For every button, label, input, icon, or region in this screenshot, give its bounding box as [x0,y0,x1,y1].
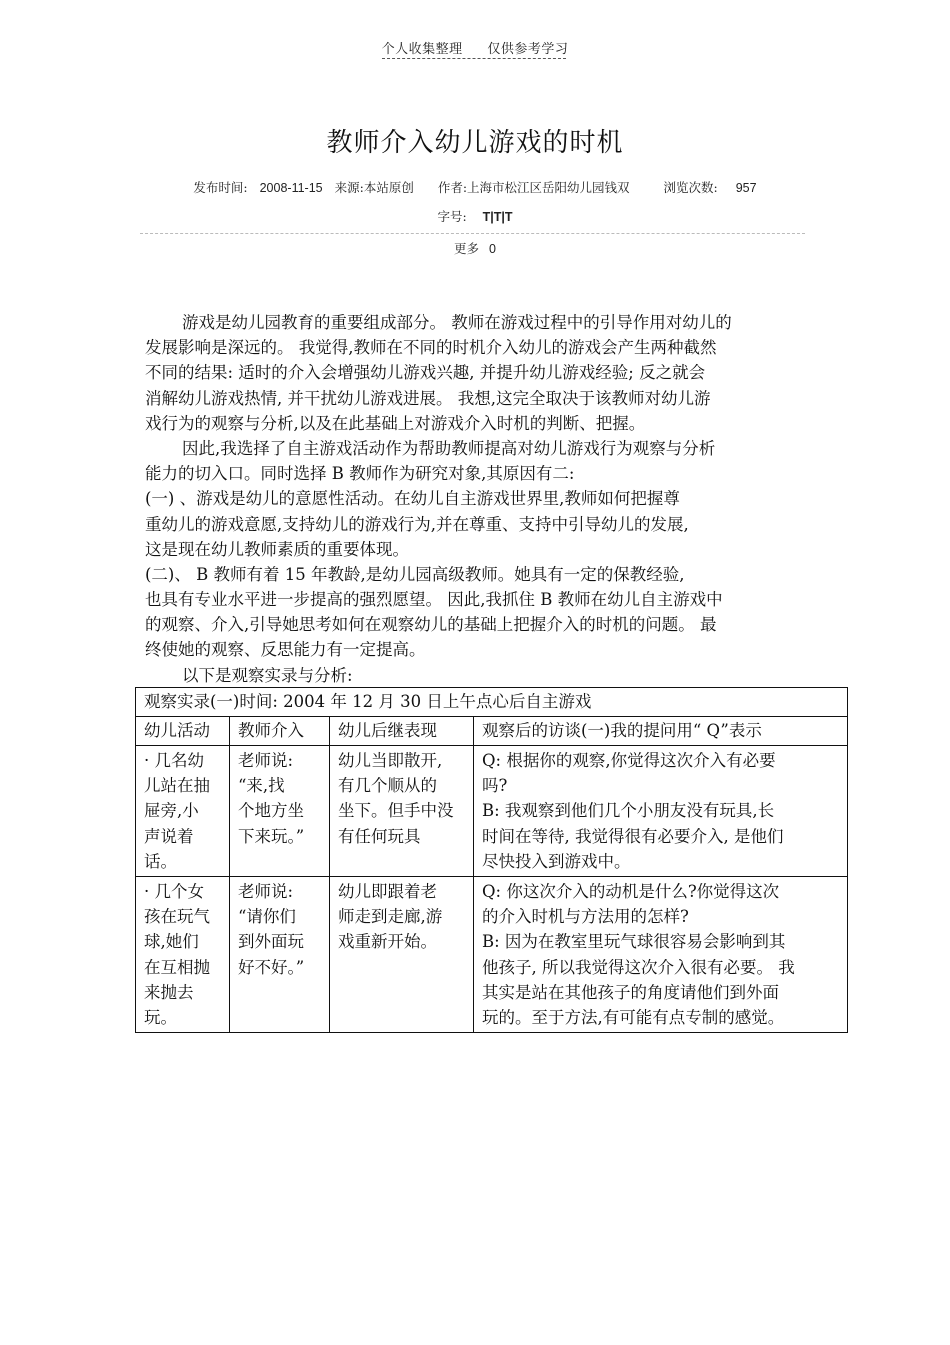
cell-line: 时间在等待, 我觉得很有必要介入, 是他们 [482,826,784,846]
paragraph-line: 也具有专业水平进一步提高的强烈愿望。 因此,我抓住 B 教师在幼儿自主游戏中 [145,590,723,610]
cell-line: 幼儿即跟着老 [338,882,437,902]
article-title: 教师介入幼儿游戏的时机 [326,128,624,158]
cell-line: “来,找 [238,776,285,796]
intervention-cell [230,877,330,1033]
header-cell [230,717,330,746]
header-cell [474,717,848,746]
paragraph-line: 重幼儿的游戏意愿,支持幼儿的游戏行为,并在尊重、支持中引导幼儿的发展, [145,514,689,534]
response-cell [330,746,474,877]
cell-line: B: 因为在教室里玩气球很容易会影响到其 [482,932,786,952]
interview-cell [474,746,848,877]
cell-line: 吗? [482,776,508,796]
paragraph-line: 戏行为的观察与分析,以及在此基础上对游戏介入时机的判断、把握。 [145,413,646,433]
cell-line: · 几个女 [144,882,204,902]
header-divider [382,58,566,59]
header-note [0,38,950,57]
views-count: 957 [735,181,757,195]
author-text: 作者:上海市松江区岳阳幼儿园钱双 [437,180,630,195]
paragraph-line: (一) 、游戏是幼儿的意愿性活动。在幼儿自主游戏世界里,教师如何把握尊 [145,489,680,509]
header-response: 幼儿后继表现 [338,721,437,740]
cell-line: “请你们 [238,907,296,927]
views-label: 浏览次数: [663,180,718,195]
paragraph-line: 消解幼儿游戏热情, 并干扰幼儿游戏进展。 我想,这完全取决于该教师对幼儿游 [145,388,711,408]
more-link[interactable] [0,239,950,257]
cell-line: Q: 你这次介入的动机是什么?你觉得这次 [482,882,780,902]
intervention-cell [230,746,330,877]
paragraph-line: 发展影响是深远的。 我觉得,教师在不同的时机介入幼儿的游戏会产生两种截然 [145,338,717,358]
cell-line: 好不好。” [238,957,305,977]
cell-line: B: 我观察到他们几个小朋友没有玩具,长 [482,801,775,821]
paragraph-line: 这是现在幼儿教师素质的重要体现。 [145,539,409,559]
meta-divider [140,233,805,234]
article-body [145,310,805,688]
cell-line: 其实是站在其他孩子的角度请他们到外面 [482,982,779,1002]
cell-line: 个地方坐 [238,801,304,821]
paragraph-line: 因此,我选择了自主游戏活动作为帮助教师提高对幼儿游戏行为观察与分析 [182,438,716,458]
paragraph-line: 以下是观察实录与分析: [182,665,353,685]
cell-line: 师走到走廊,游 [338,907,443,927]
caption-text: 观察实录(一)时间: 2004 年 12 月 30 日上午点心后自主游戏 [144,692,592,711]
font-size-options[interactable]: T|T|T [482,210,513,224]
header-activity: 幼儿活动 [144,721,210,740]
cell-line: 老师说: [238,751,294,770]
more-label[interactable]: 更多 [454,241,480,256]
header-note-left: 个人收集整理 [381,42,463,57]
cell-line: 来抛去 [144,982,194,1002]
source-text: 来源:本站原创 [334,180,414,195]
cell-line: 话。 [144,851,177,871]
cell-line: 在互相抛 [144,957,210,977]
cell-line: 他孩子, 所以我觉得这次介入很有必要。 我 [482,957,795,977]
activity-cell [136,746,230,877]
font-size-selector [0,207,950,225]
response-cell [330,877,474,1033]
cell-line: 尽快投入到游戏中。 [482,851,631,871]
more-count: 0 [489,242,496,256]
table-caption [136,688,848,717]
header-cell [136,717,230,746]
publish-date: 2008-11-15 [259,181,323,195]
font-size-label: 字号: [437,209,467,224]
interview-cell [474,877,848,1033]
cell-line: Q: 根据你的观察,你觉得这次介入有必要 [482,751,776,770]
publish-label: 发布时间: [193,180,248,195]
cell-line: 声说着 [144,826,194,846]
table-header-row [136,717,848,746]
cell-line: 玩。 [144,1008,177,1028]
cell-line: · 几名幼 [144,751,204,770]
table-row [136,746,848,877]
cell-line: 的介入时机与方法用的怎样? [482,907,689,927]
cell-line: 戏重新开始。 [338,932,437,952]
cell-line: 有任何玩具 [338,826,421,846]
cell-line: 儿站在抽 [144,776,210,796]
activity-cell [136,877,230,1033]
cell-line: 下来玩。” [238,826,305,846]
table-caption-row [136,688,848,717]
paragraph-line: 不同的结果: 适时的介入会增强幼儿游戏兴趣, 并提升幼儿游戏经验; 反之就会 [145,363,706,383]
cell-line: 到外面玩 [238,932,304,952]
paragraph-line: 的观察、介入,引导她思考如何在观察幼儿的基础上把握介入的时机的问题。 最 [145,615,717,635]
article-meta [0,178,950,196]
observation-table [135,687,848,1033]
cell-line: 屉旁,小 [144,801,199,821]
header-intervention: 教师介入 [238,721,304,740]
paragraph-line: 游戏是幼儿园教育的重要组成部分。 教师在游戏过程中的引导作用对幼儿的 [182,313,732,332]
paragraph-line: 终使她的观察、反思能力有一定提高。 [145,640,426,660]
header-cell [330,717,474,746]
cell-line: 玩的。至于方法,有可能有点专制的感觉。 [482,1008,785,1028]
cell-line: 坐下。但手中没 [338,801,454,821]
table-row [136,877,848,1033]
cell-line: 孩在玩气 [144,907,210,927]
paragraph-line: 能力的切入口。同时选择 B 教师作为研究对象,其原因有二: [145,464,575,484]
cell-line: 球,她们 [144,932,199,952]
header-note-right: 仅供参考学习 [487,42,569,57]
cell-line: 幼儿当即散开, [338,751,443,770]
cell-line: 有几个顺从的 [338,776,437,796]
paragraph-line: (二)、 B 教师有着 15 年教龄,是幼儿园高级教师。她具有一定的保教经验, [145,564,685,584]
cell-line: 老师说: [238,882,294,902]
header-interview: 观察后的访谈(一)我的提问用“ Q”表示 [482,721,762,740]
